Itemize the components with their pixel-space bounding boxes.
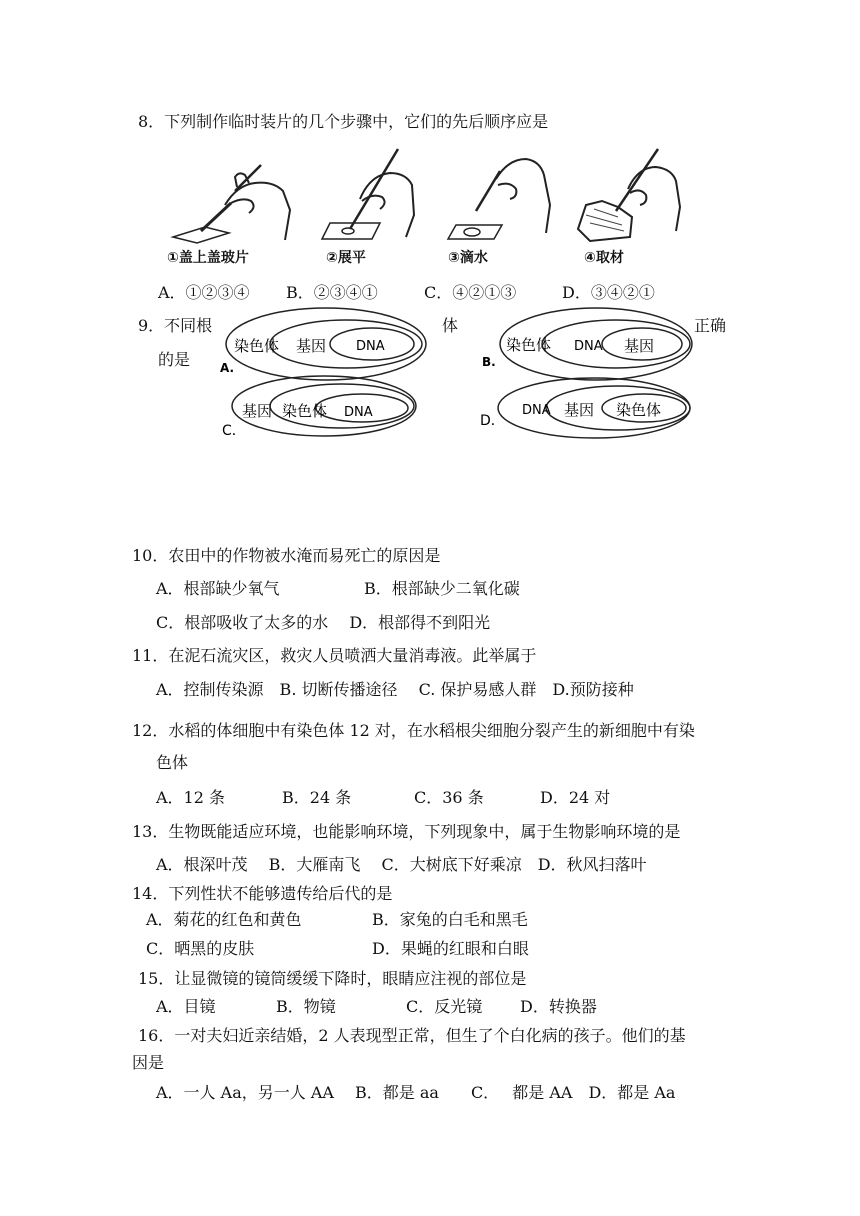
cover-slip-illustration-icon	[165, 145, 295, 245]
q16-options: A．一人 Aa，另一人 AA B．都是 aa C． 都是 AA D．都是 Aa	[156, 1083, 676, 1102]
q10-stem: 10．农田中的作物被水淹而易死亡的原因是	[132, 546, 441, 565]
venn-b-outer: 染色体	[506, 336, 552, 354]
spreading-illustration-icon	[310, 145, 440, 245]
venn-c-inner: DNA	[344, 405, 373, 420]
q8-option-d: D．③④②①	[562, 283, 655, 302]
step-figure-3	[440, 145, 570, 270]
q14-option-c: C．晒黑的皮肤	[146, 939, 255, 958]
venn-b-letter: B.	[482, 355, 496, 369]
step-figure-2	[310, 145, 440, 270]
q11-options: A．控制传染源 B. 切断传播途径 C. 保护易感人群 D.预防接种	[156, 680, 634, 699]
q12-option-d: D．24 对	[540, 788, 611, 807]
q14-stem: 14．下列性状不能够遗传给后代的是	[132, 884, 393, 903]
q9-stem-line2: 的是	[158, 350, 191, 369]
q12-option-a: A．12 条	[156, 788, 226, 807]
venn-diagram-c	[218, 374, 418, 444]
venn-b-inner: 基因	[624, 337, 655, 355]
venn-c-letter: C．	[222, 423, 246, 439]
step-label-3: ③滴水	[448, 250, 488, 266]
q12-stem-line1: 12．水稻的体细胞中有染色体 12 对，在水稻根尖细胞分裂产生的新细胞中有染	[132, 721, 695, 740]
dropper-illustration-icon	[440, 145, 570, 245]
venn-a-letter: A.	[220, 361, 235, 375]
q12-stem-line2: 色体	[156, 753, 189, 772]
q15-option-c: C．反光镜	[406, 997, 483, 1016]
q12-option-b: B．24 条	[282, 788, 352, 807]
venn-d-outer: DNA	[522, 403, 551, 418]
venn-c-outer: 基因	[242, 402, 273, 420]
venn-diagram-d	[478, 374, 698, 444]
venn-b-middle: DNA	[574, 339, 603, 354]
q9-stem-part2: 体	[442, 316, 459, 335]
q9-stem-part3: 正确	[694, 316, 727, 335]
q15-option-b: B．物镜	[276, 997, 336, 1016]
q10-options-cd: C．根部吸收了太多的水 D．根部得不到阳光	[156, 613, 491, 632]
venn-c-middle: 染色体	[282, 402, 328, 420]
tissue-sample-illustration-icon	[572, 145, 702, 245]
venn-a-outer: 染色体	[234, 337, 280, 355]
venn-d-inner: 染色体	[616, 401, 662, 419]
q13-stem: 13．生物既能适应环境，也能影响环境，下列现象中，属于生物影响环境的是	[132, 822, 681, 841]
venn-d-letter: D．	[480, 413, 505, 429]
q15-stem: 15．让显微镜的镜筒缓缓下降时，眼睛应注视的部位是	[138, 969, 527, 988]
q14-option-b: B．家兔的白毛和黑毛	[372, 910, 528, 929]
q15-option-d: D．转换器	[520, 997, 597, 1016]
q8-option-c: C．④②①③	[424, 283, 517, 302]
venn-a-inner: DNA	[356, 339, 385, 354]
q10-option-a: A．根部缺少氧气	[156, 579, 280, 598]
step-figure-4	[572, 145, 702, 270]
q14-option-a: A．菊花的红色和黄色	[146, 910, 302, 929]
step-label-4: ④取材	[584, 250, 624, 266]
q13-options: A．根深叶茂 B．大雁南飞 C．大树底下好乘凉 D．秋风扫落叶	[156, 855, 647, 874]
step-label-2: ②展平	[326, 250, 366, 266]
venn-diagram-a	[214, 304, 434, 384]
q8-option-b: B．②③④①	[286, 283, 378, 302]
q12-option-c: C．36 条	[414, 788, 484, 807]
q15-option-a: A．目镜	[156, 997, 216, 1016]
q9-stem-part1: 9．不同根	[138, 316, 213, 335]
q16-stem-line1: 16．一对夫妇近亲结婚，2 人表现型正常，但生了个白化病的孩子。他们的基	[138, 1026, 686, 1045]
q8-figures	[160, 145, 700, 270]
venn-a-middle: 基因	[296, 337, 327, 355]
q10-option-b: B．根部缺少二氧化碳	[364, 579, 520, 598]
venn-diagram-b	[478, 304, 698, 384]
step-label-1: ①盖上盖玻片	[167, 250, 249, 266]
step-figure-1	[165, 145, 295, 270]
q8-stem: 8．下列制作临时装片的几个步骤中，它们的先后顺序应是	[138, 112, 549, 131]
q14-option-d: D．果蝇的红眼和白眼	[372, 939, 529, 958]
q11-stem: 11．在泥石流灾区，救灾人员喷洒大量消毒液。此举属于	[132, 646, 537, 665]
q16-stem-line2: 因是	[132, 1053, 165, 1072]
venn-d-middle: 基因	[564, 401, 595, 419]
q8-option-a: A．①②③④	[158, 283, 250, 302]
